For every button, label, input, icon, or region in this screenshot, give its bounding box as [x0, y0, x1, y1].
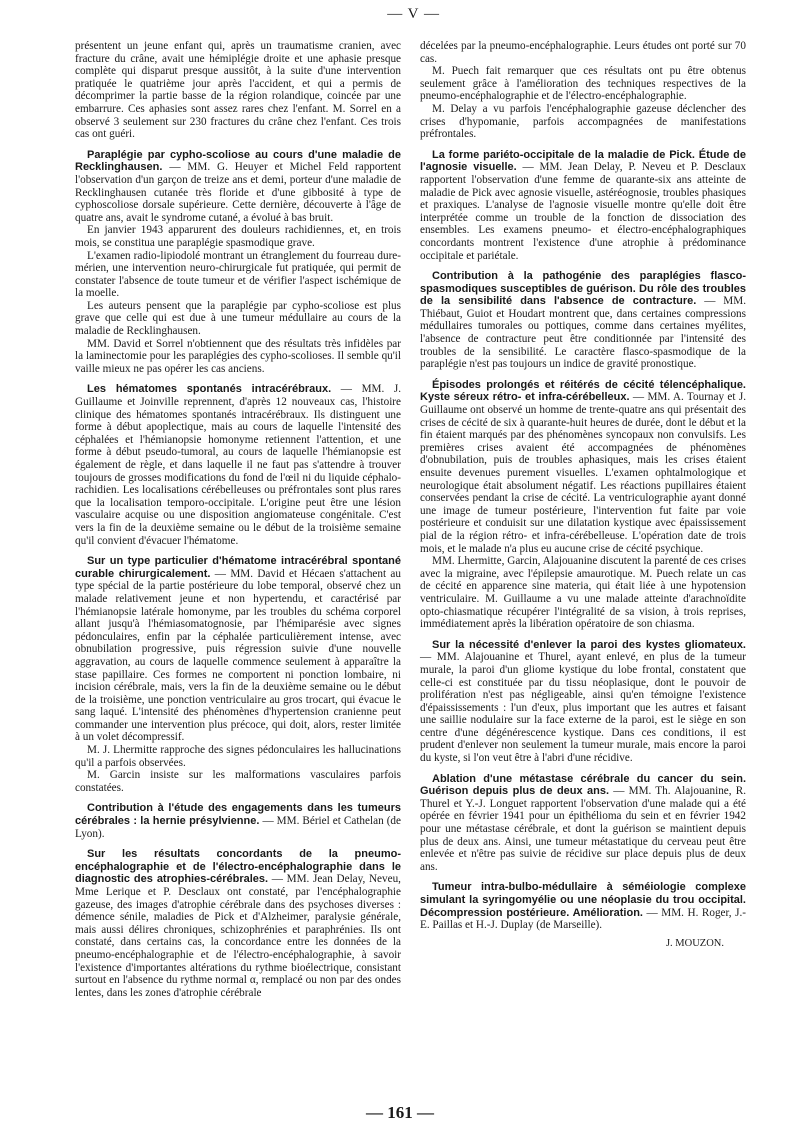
- paragraph-text: M. J. Lhermitte rapproche des signes pédonculaires les hallucinations qu'il a parfois observées.: [75, 744, 401, 769]
- paragraph: [75, 848, 401, 999]
- paragraph-separator: [75, 840, 401, 848]
- paragraph-text: L'examen radio-lipiodolé montrant un étranglement du fourreau dure-mérien, une intervention neuro-chirurgicale fut pratiquée, qui permit de constater l'absence de toute tumeur et de vérifier l'aspect ischémique de la moelle.: [75, 249, 401, 300]
- page-number: — 161 —: [366, 1103, 434, 1122]
- paragraph-text: — MM. A. Tournay et J. Guillaume ont observé un homme de trente-quatre ans qui présentait des crises de cécité de six à quarante-huit heures de durée, dont le début et la fin étaient marqués par des phénomènes syncopaux non convulsifs. Les premières crises avaient été accompagnées de phénomènes d'obnubilation, puis de troubles aphasiques, mais les crises étaient ensuite devenues purement visuelles. L'examen ophtalmologique et neurologique était absolument négatif. Les réactions pupillaires étaient conservées pendant la crise de cécité. La ventriculographie ayant donné une image de tumeur postérieure, l'intervention fut faite par voie postérieure et conduisit sur une dilatation kystique avec épaississement pial de la région rétro- et infra-cérébelleuse. L'opération date de trois mois, et le malade n'a plus eu aucune crise de cécité psychique.: [420, 391, 746, 555]
- paragraph: [75, 802, 401, 840]
- section-heading: Sur un type particulier d'hématome intracérébral spontané curable chirurgicalement.: [75, 555, 401, 580]
- paragraph-text: — MM. Jean Delay, P. Neveu et P. Desclaux rapportent l'observation d'une femme de quarante-six ans atteinte de maladie de Pick avec agnosie visuelle, astéréognosie, troubles phasiques et praxiques. L'analyse de l'agnosie visuelle montre qu'elle doit être interprétée comme un trouble de la fonction de dissociation des ensembles. Les examens pneumo- et électro-encéphalographiques concordants montrent l'existence d'une atrophie à prédominance occipitale et pariétale.: [420, 161, 746, 262]
- section-heading: Épisodes prolongés et réitérés de cécité télencéphalique. Kyste séreux rétro- et infra-cérébelleux.: [420, 378, 746, 404]
- paragraph-text: — MM. Thiébaut, Guiot et Houdart montrent que, dans certaines compressions médullaires tumorales ou pottiques, comme dans certaines myélites, l'absence de contracture peut être conditionnée par l'intensité des troubles de la sensibilité. Le caractère flasco-spasmodique de la paraplégie n'est pas toujours un indice de gravité pronostique.: [420, 295, 746, 371]
- paragraph: [420, 270, 746, 371]
- paragraph: [420, 65, 746, 103]
- paragraph: [420, 103, 746, 141]
- paragraph-text: M. Delay a vu parfois l'encéphalographie gazeuse déclencher des crises d'hypomanie, parfois accompagnées de manifestations préfrontales.: [420, 102, 746, 141]
- paragraph-text: Les auteurs pensent que la paraplégie par cypho-scoliose est plus grave que celle qui est due à une tumeur médullaire au cours de la maladie de Recklinghausen.: [75, 299, 401, 338]
- paragraph-text: présentent un jeune enfant qui, après un traumatisme cranien, avec fracture du crâne, avait une hémiplégie droite et une aphasie presque complète qui disparut presque aussitôt, à la suite d'une intervention pratiquée le quatrième jour après l'accident, et qui a permis de décomprimer la partie basse de la région rolandique, coincée par une embarrure. Ces aphasies sont assez rares chez l'enfant. M. Sorrel en a observé 3 seulement sur 230 fractures du crâne chez l'enfant. Ces trois cas ont guéri.: [75, 40, 401, 141]
- paragraph: [75, 40, 401, 141]
- roman-page-marker: — V —: [387, 6, 440, 22]
- paragraph: [75, 383, 401, 547]
- section-heading: Ablation d'une métastase cérébrale du cancer du sein. Guérison depuis plus de deux ans.: [420, 772, 746, 798]
- right-column: [420, 40, 746, 950]
- paragraph-separator: [75, 794, 401, 802]
- section-heading: Paraplégie par cypho-scoliose au cours d'une maladie de Recklinghausen.: [75, 148, 401, 174]
- paragraph-separator: [420, 262, 746, 270]
- paragraph-text: — MM. David et Hécaen s'attachent au type spécial de la partie postérieure du lobe temporal, observé chez un malade relativement jeune et non hypertendu, et caractérisé par l'hémianopsie latérale homonyme, par les troubles du schéma corporel allant jusqu'à l'hémiasomatognosie, par l'hémiparésie avec signes pédonculaires, enfin par la céphalée particulièrement intense, avec obnubilation progressive, puis régression suivie d'une nouvelle aggravation, au cours de laquelle commence seulement à apparaître la stase papillaire. Ces formes ne comportent ni ponction lombaire, ni incision cérébrale, mais, vers la fin de la deuxième semaine ou le début de la troisième, une ponction ventriculaire au gros trocart, qui évacue le sang laqué. L'intensité des phénomènes d'hypertension cranienne peut commander une intervention plus précoce, qui doit, alors, rester limitée à un volet décompressif.: [75, 567, 401, 744]
- section-heading: La forme pariéto-occipitale de la maladie de Pick. Étude de l'agnosie visuelle.: [420, 148, 746, 174]
- paragraph-text: — MM. Jean Delay, Neveu, Mme Lerique et P. Desclaux ont constaté, par l'encéphalographie gazeuse, des images d'atrophie cérébrale dans des psychoses diverses : démence sénile, maladies de Pick et d'Alzheimer, paralysie générale, mais aussi délires chroniques, schizophrénies et paraphrénies. Ils ont constaté, dans certains cas, la concordance entre les données de la pneumo-encéphalographie et de l'électro-encéphalographie, à savoir l'existence d'importantes altérations du rythme bioélectrique, consistant surtout en l'absence du rythme normal α, remplacé ou non par des ondes lentes, dans les zones d'atrophie cérébrale: [75, 873, 401, 999]
- paragraph-text: décelées par la pneumo-encéphalographie. Leurs études ont porté sur 70 cas.: [420, 40, 746, 65]
- author-signature: J. MOUZON.: [665, 937, 724, 949]
- paragraph-separator: [420, 371, 746, 379]
- paragraph: [75, 769, 401, 794]
- paragraph: [420, 773, 746, 874]
- paragraph-text: — MM. J. Guillaume et Joinville reprennent, d'après 12 nouveaux cas, l'histoire clinique des hématomes spontanés intracérébraux. Ils distinguent une forme à début apoplectique, mais au cours de laquelle l'intensité des céphalées et l'hémianopsie homonyme retiennent l'attention, et une forme à début pseudo-tumoral, au cours de laquelle l'hémianopsie est également de règle, et dans laquelle il ne faut pas s'attendre à trouver toujours de grosses modifications du fond de l'œil ni du liquide céphalo-rachidien. Les localisations cérébelleuses ou préfrontales sont plus rares que la localisation temporo-occipitale. L'origine peut être une lésion vasculaire acquise ou une disposition angiomateuse congénitale. C'est vers la fin de la deuxième semaine ou le début de la troisième semaine qu'il convient d'évacuer l'hématome.: [75, 383, 402, 547]
- left-column: [75, 40, 401, 999]
- section-heading: Les hématomes spontanés intracérébraux.: [87, 383, 332, 396]
- paragraph: [75, 300, 401, 338]
- section-heading: Sur la nécessité d'enlever la paroi des kystes gliomateux.: [432, 638, 746, 651]
- paragraph: [75, 149, 401, 225]
- paragraph: [75, 744, 401, 769]
- page-header: [0, 6, 800, 23]
- paragraph-text: MM. David et Sorrel n'obtiennent que des résultats très infidèles par la laminectomie pour les paraplégies des cypho-scolioses. Il semble qu'il vaille mieux ne pas opérer les cas anciens.: [75, 337, 401, 375]
- section-heading: Contribution à l'étude des engagements dans les tumeurs cérébrales : la hernie présylvienne.: [75, 802, 401, 828]
- paragraph-separator: [420, 765, 746, 773]
- paragraph: [420, 40, 746, 65]
- paragraph-text: — MM. Alajouanine et Thurel, ayant enlevé, en plus de la tumeur murale, la paroi d'un gliome kystique du lobe frontal, constatent que celle-ci est constituée par du tissu néoplasique, dont le pouvoir de prolifération n'est pas négligeable, ainsi qu'en témoigne l'existence d'épaississements : l'un d'eux, plus important que les autres et faisant une saillie nodulaire sur la face externe de la paroi, est le siège en son centre d'une dégénérescence kystique. Dans ces conditions, il est prudent d'enlever non seulement la tumeur murale, mais encore la paroi du kyste, si l'on veut être à l'abri d'une récidive.: [420, 651, 746, 765]
- paragraph: [75, 555, 401, 744]
- paragraph-text: — MM. G. Heuyer et Michel Feld rapportent l'observation d'un garçon de treize ans et demi, porteur d'une maladie de Recklinghausen cutanée très floride et d'une gibbosité à type de cyphoscoliose dorsale supérieure. Cette dernière, découverte à l'âge de quatre ans, avait le syndrome cutané, a évolué à bas bruit.: [75, 161, 401, 224]
- paragraph-separator: [420, 631, 746, 639]
- paragraph-text: M. Garcin insiste sur les malformations vasculaires parfois constatées.: [75, 769, 401, 794]
- paragraph-separator: [75, 141, 401, 149]
- paragraph: [420, 379, 746, 555]
- paragraph-text: — MM. H. Roger, J.-E. Paillas et H.-J. Duplay (de Marseille).: [420, 906, 747, 932]
- paragraph-text: — MM. Bériel et Cathelan (de Lyon).: [75, 815, 401, 840]
- paragraph-separator: [75, 547, 401, 555]
- paragraph: [75, 250, 401, 300]
- paragraph-text: M. Puech fait remarquer que ces résultats ont pu être obtenus seulement grâce à l'amélioration des techniques respectives de la pneumo-encéphalographie et de l'électro-encéphalographie.: [420, 65, 746, 103]
- paragraph-text: MM. Lhermitte, Garcin, Alajouanine discutent la parenté de ces crises avec la migraine, avec l'épilepsie amaurotique. M. Puech relate un cas de cécité en apparence sine materia, qui était liée à une hypotension ventriculaire. M. Guillaume a vu une malade atteinte d'arachnoïdite opto-chiasmatique récupérer l'intégralité de sa vision, à trois reprises, immédiatement après la libération opératoire de son chiasma.: [420, 555, 746, 631]
- paragraph: [75, 338, 401, 376]
- paragraph-separator: [75, 375, 401, 383]
- section-heading: Sur les résultats concordants de la pneumo-encéphalographie et de l'électro-encéphalographie dans le diagnostic des atrophies-cérébrales.: [75, 848, 401, 886]
- paragraph-text: — MM. Th. Alajouanine, R. Thurel et Y.-J. Longuet rapportent l'observation d'une malade qui a été opérée en février 1941 pour un épithélioma du sein et en février 1942 pour une métastase cérébrale, et dont la guérison se maintient depuis plus de deux ans. Ainsi, une tumeur métastatique du cerveau peut être enlevée et n'être pas suivie de récidive sur place depuis plus de deux ans.: [420, 785, 746, 873]
- paragraph-text: En janvier 1943 apparurent des douleurs rachidiennes, et, en trois mois, se constitua une paraplégie spasmodique grave.: [75, 224, 401, 249]
- paragraph: [75, 224, 401, 249]
- paragraph: [420, 639, 746, 765]
- paragraph: [420, 881, 746, 931]
- paragraph-separator: [420, 873, 746, 881]
- paragraph: [420, 149, 746, 262]
- section-heading: Tumeur intra-bulbo-médullaire à séméiologie complexe simulant la syringomyélie ou une néoplasie du trou occipital. Décompression postérieure. Amélioration.: [420, 881, 746, 919]
- paragraph: [420, 555, 746, 631]
- paragraph-separator: [420, 141, 746, 149]
- section-heading: Contribution à la pathogénie des paraplégies flasco-spasmodiques susceptibles de guérison. Du rôle des troubles de la sensibilité dans l'absence de contracture.: [420, 270, 746, 308]
